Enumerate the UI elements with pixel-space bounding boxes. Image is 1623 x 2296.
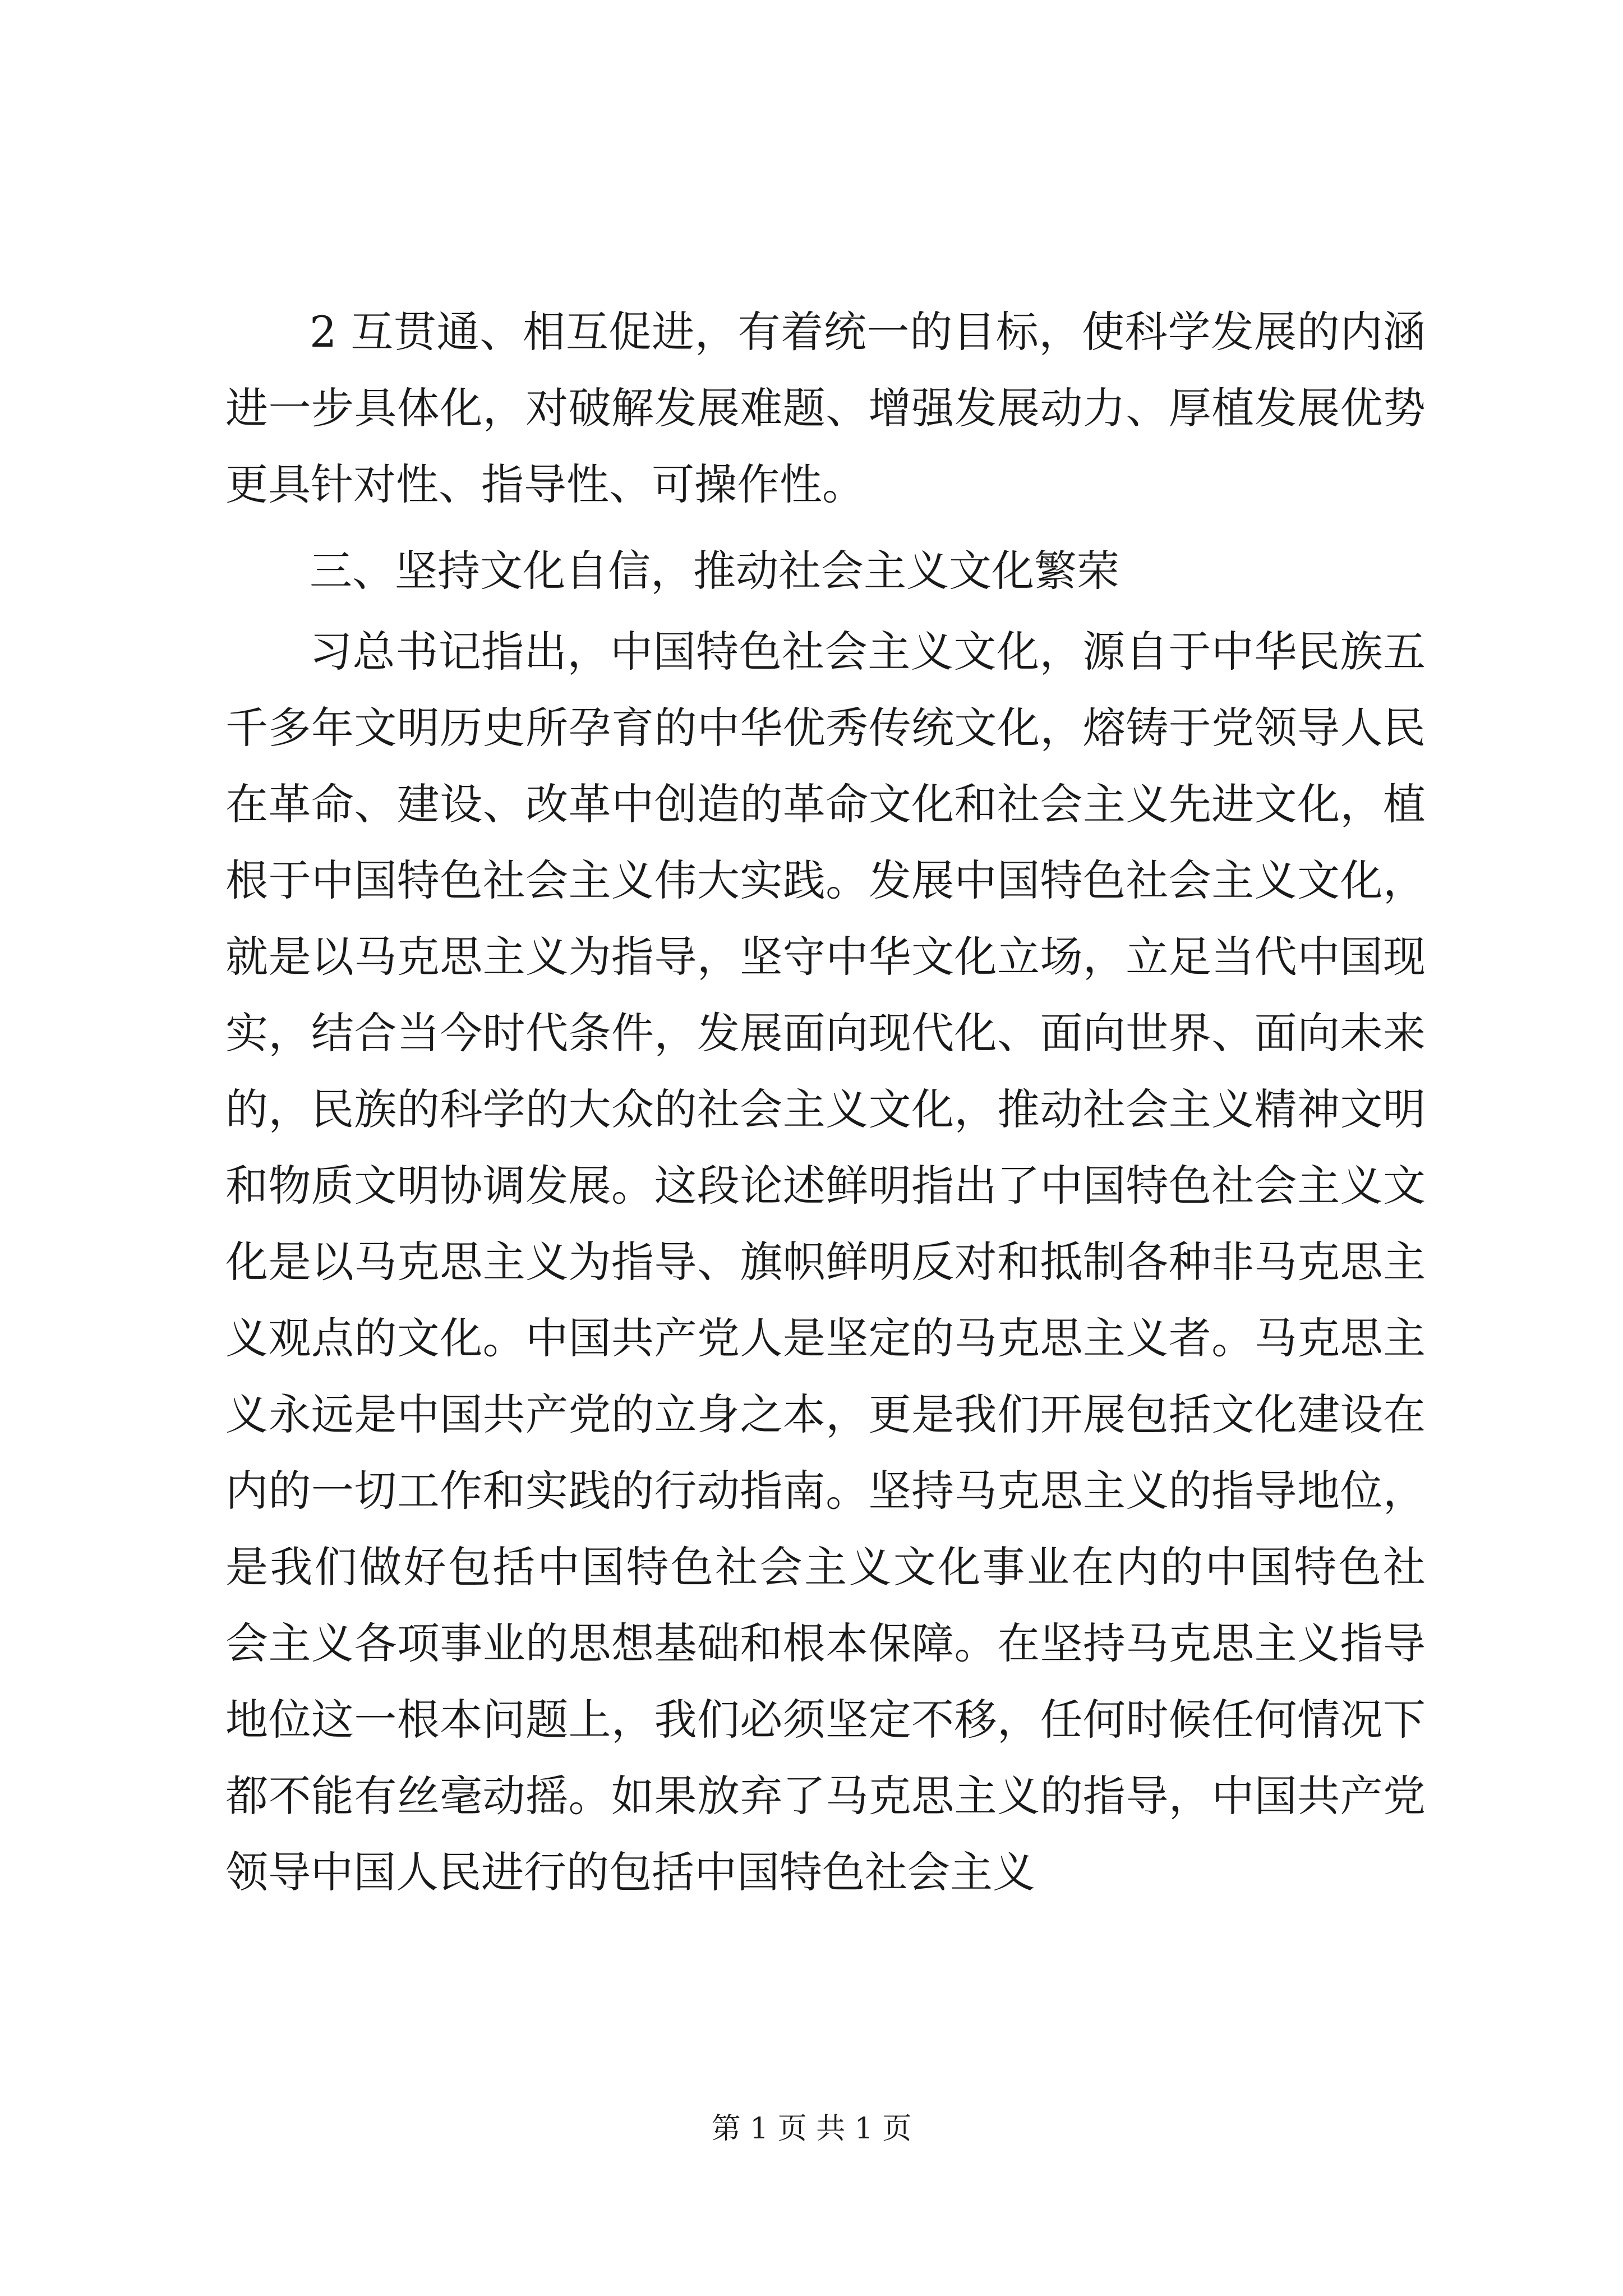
paragraph-line: 地位这一根本问题上，我们必须坚定不移，任何时候任何情况下 xyxy=(225,1695,1426,1745)
paragraph-line: 千多年文明历史所孕育的中华优秀传统文化，熔铸于党领导人民 xyxy=(225,703,1426,753)
paragraph-line: 更具针对性、指导性、可操作性。 xyxy=(225,459,865,509)
paragraph-line: 在革命、建设、改革中创造的革命文化和社会主义先进文化，植 xyxy=(225,779,1426,829)
paragraph-line: 义观点的文化。中国共产党人是坚定的马克思主义者。马克思主 xyxy=(225,1313,1426,1363)
paragraph-line: 习总书记指出，中国特色社会主义文化，源自于中华民族五 xyxy=(310,627,1426,677)
paragraph-line: 实，结合当今时代条件，发展面向现代化、面向世界、面向未来 xyxy=(225,1008,1426,1058)
paragraph-line: 会主义各项事业的思想基础和根本保障。在坚持马克思主义指导 xyxy=(225,1618,1426,1668)
paragraph-line: 内的一切工作和实践的行动指南。坚持马克思主义的指导地位， xyxy=(225,1466,1426,1516)
paragraph-line: 根于中国特色社会主义伟大实践。发展中国特色社会主义文化， xyxy=(225,855,1426,905)
paragraph-line: 进一步具体化，对破解发展难题、增强发展动力、厚植发展优势 xyxy=(225,383,1426,433)
paragraph-line: 的，民族的科学的大众的社会主义文化，推动社会主义精神文明 xyxy=(225,1084,1426,1134)
paragraph-line: 2 互贯通、相互促进，有着统一的目标，使科学发展的内涵 xyxy=(310,307,1426,357)
paragraph-line: 和物质文明协调发展。这段论述鲜明指出了中国特色社会主义文 xyxy=(225,1161,1426,1211)
paragraph-line: 都不能有丝毫动摇。如果放弃了马克思主义的指导，中国共产党 xyxy=(225,1771,1426,1821)
section-heading: 三、坚持文化自信，推动社会主义文化繁荣 xyxy=(310,546,1119,596)
paragraph-line: 是我们做好包括中国特色社会主义文化事业在内的中国特色社 xyxy=(225,1542,1426,1592)
paragraph-line: 就是以马克思主义为指导，坚守中华文化立场，立足当代中国现 xyxy=(225,932,1426,982)
paragraph-line: 领导中国人民进行的包括中国特色社会主义 xyxy=(225,1847,1035,1897)
paragraph-line: 化是以马克思主义为指导、旗帜鲜明反对和抵制各种非马克思主 xyxy=(225,1237,1426,1287)
paragraph-line: 义永远是中国共产党的立身之本，更是我们开展包括文化建设在 xyxy=(225,1389,1426,1439)
page-number-footer: 第 1 页 共 1 页 xyxy=(711,2112,912,2146)
